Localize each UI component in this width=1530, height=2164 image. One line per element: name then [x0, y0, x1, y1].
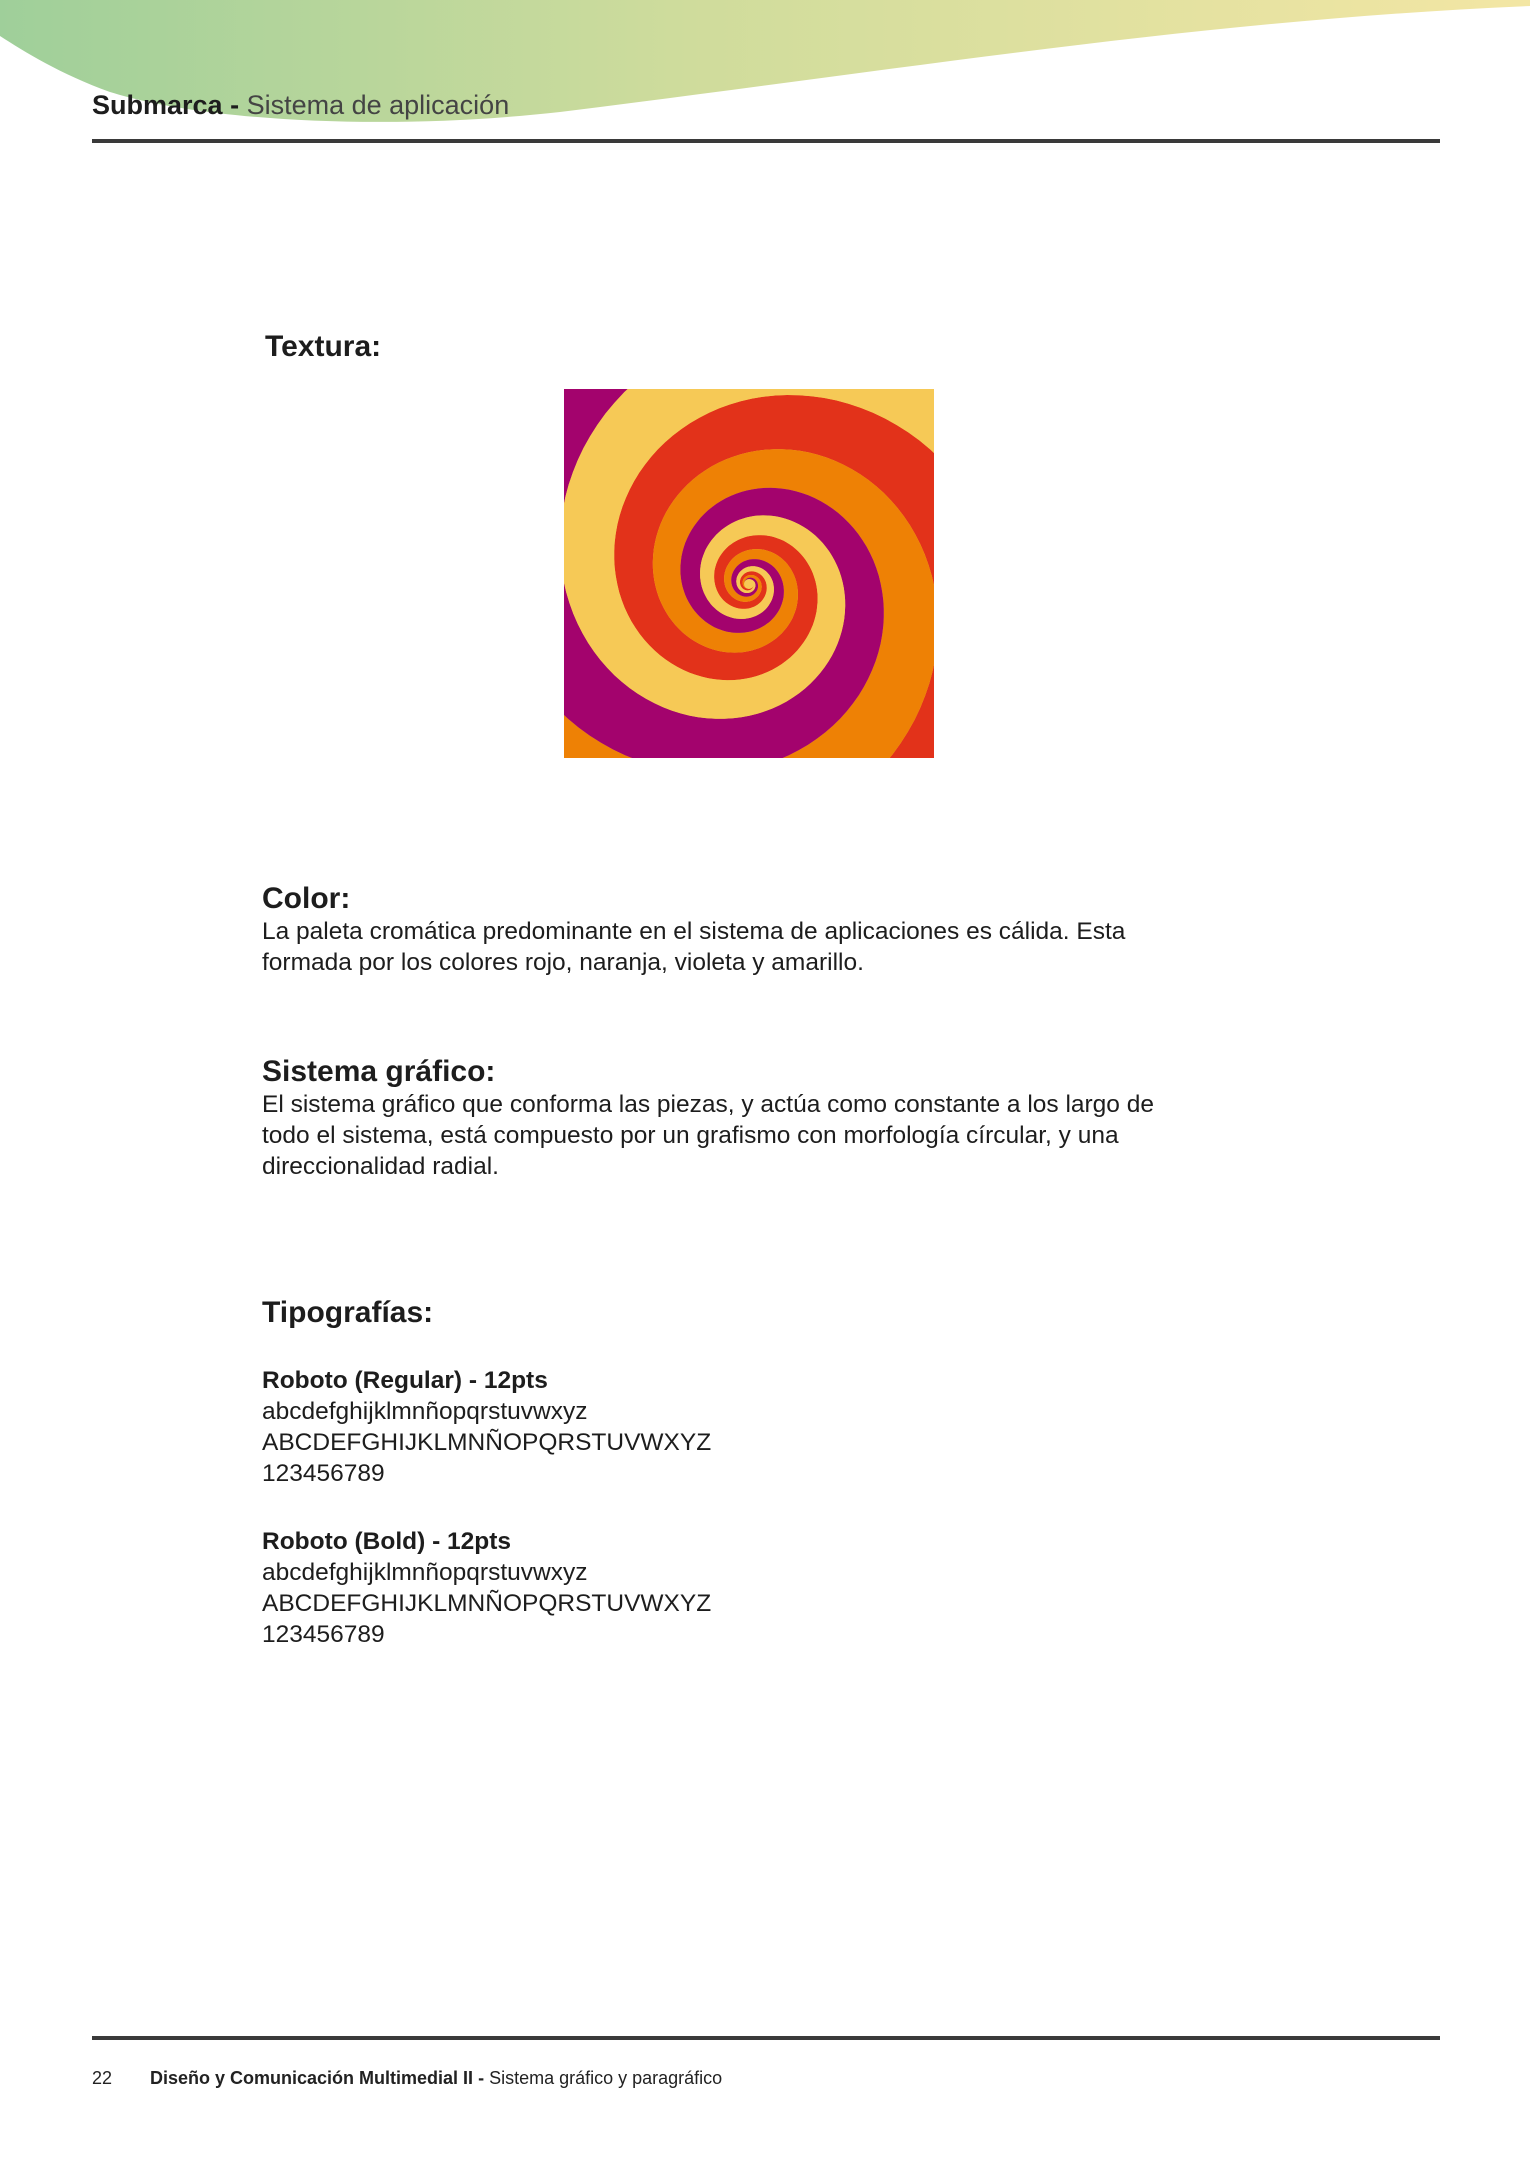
typography-bold-upper: ABCDEFGHIJKLMNÑOPQRSTUVWXYZ	[262, 1590, 712, 1617]
graphic-system-line-1: El sistema gráfico que conforma las piezas, y actúa como constante a los largo de	[262, 1091, 1154, 1118]
color-title: Color:	[262, 882, 351, 915]
texture-title: Textura:	[265, 330, 382, 363]
header-section: Sistema de aplicación	[246, 90, 510, 120]
typography-bold-digits: 123456789	[262, 1621, 385, 1648]
typography-bold-title: Roboto (Bold) - 12pts	[262, 1528, 512, 1555]
typography-title: Tipografías:	[262, 1296, 434, 1329]
page-header	[92, 90, 509, 121]
color-line-2: formada por los colores rojo, naranja, violeta y amarillo.	[262, 949, 864, 976]
footer-course: Diseño y Comunicación Multimedial II	[150, 2068, 474, 2088]
typography-regular-upper: ABCDEFGHIJKLMNÑOPQRSTUVWXYZ	[262, 1429, 712, 1456]
header-brand: Submarca	[92, 90, 223, 120]
spiral-texture-image	[564, 389, 934, 758]
typography-regular-sample	[262, 1365, 711, 1489]
typography-regular-title: Roboto (Regular) - 12pts	[262, 1367, 548, 1394]
color-line-1: La paleta cromática predominante en el sistema de aplicaciones es cálida. Esta	[262, 918, 1126, 945]
graphic-system-description	[262, 1089, 1262, 1182]
footer-rule	[92, 2036, 1440, 2040]
graphic-system-line-3: direccionalidad radial.	[262, 1153, 499, 1180]
typography-regular-digits: 123456789	[262, 1460, 385, 1487]
graphic-system-line-2: todo el sistema, está compuesto por un grafismo con morfología círcular, y una	[262, 1122, 1119, 1149]
spiral-center	[744, 579, 754, 589]
footer-page-number: 22	[92, 2068, 113, 2088]
typography-bold-lower: abcdefghijklmnñopqrstuvwxyz	[262, 1559, 588, 1586]
footer-separator: -	[473, 2068, 490, 2088]
footer-credits	[150, 2068, 722, 2089]
graphic-system-title: Sistema gráfico:	[262, 1055, 496, 1088]
typography-regular-lower: abcdefghijklmnñopqrstuvwxyz	[262, 1398, 588, 1425]
footer-subject: Sistema gráfico y paragráfico	[489, 2068, 723, 2088]
header-rule	[92, 139, 1440, 143]
typography-bold-sample	[262, 1526, 711, 1650]
header-separator: -	[222, 90, 247, 120]
color-description	[262, 916, 1262, 978]
